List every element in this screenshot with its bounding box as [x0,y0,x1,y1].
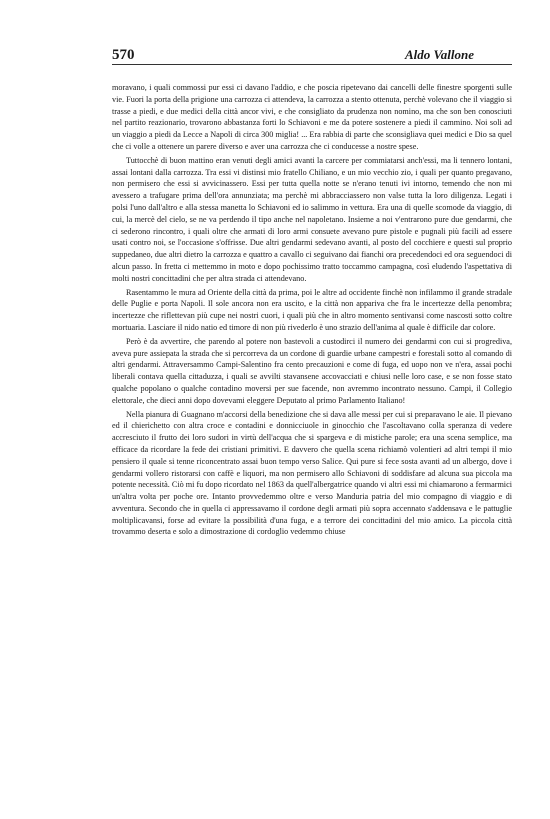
paragraph-4: Però è da avvertire, che parendo al potere non bastevoli a custodirci il numero dei gendarmi con cui si progrediva, aveva pure assiepata la strada che si percorreva da un cordone di guardie urbane campestri e forestali sotto al comando di altri gendarmi. Attraversammo Campi-Salentino fra cento precauzioni e come di fuga, ed uopo non ve n'era, assai pochi liberali contava quella cittaduzza, i quali se avvilti stavansene accovacciati e chiusi nelle loro case, e se non fosse stato qualche popolano o qualche contadino moversi per sue facende, non avremmo incontrato nessuno. Campi, il Collegio elettorale, che dieci anni dopo dovevami eleggere Deputato al primo Parlamento Italiano! [112,336,512,405]
body-text [112,82,512,540]
page-number: 570 [112,46,135,63]
running-head: Aldo Vallone [405,47,474,62]
paragraph-2: Tuttocchè di buon mattino eran venuti degli amici avanti la carcere per commiatarsi anch'essi, ma li tennero lontani, assai lontani dalla carrozza. Tra essi vi distinsi mio fratello Chiliano, e un mio vecchio zio, i quali per quanto pregavano, non permisero che essi si avvicinassero. Essi per tutta quella notte se n'erano tenuti ivi intorno, temendo che non mi avessero a trafugare prima dell'ora annunziata; ma perchè mi abbracciassero non valse tutta la loro diligenza. Legati i polsi l'uno dall'altro e alla stessa manetta lo Schiavoni ed io salimmo in vettura. Era una di quelle scomode da viaggio, di cui, la mercè del cielo, se ne va perdendo il tipo anche nel napoletano. Insieme a noi v'entrarono pure due gendarmi, che ci sederono rincontro, i quali oltre che armati di loro armi consuete avevano pure pistole e pugnali più facili ad essere usati contro noi, se l'occasione s'offrisse. Due altri gendarmi sedevano avanti, al posto del cocchiere e questi sul proprio suppedaneo, due altri dietro la carrozza e quattro a cavallo ci seguivano dai fianchi ora precedendoci ed ora seguendoci di alcun passo. In fretta ci mettemmo in moto e dopo pochissimo tratto toccammo campagna, così eludendo l'aspettativa di molti nostri concittadini che per altra strada ci attendevano. [112,155,512,283]
paragraph-1: moravano, i quali commossi pur essi ci davano l'addio, e che poscia ripetevano dai cancelli delle finestre sporgenti sulle vie. Fuori la porta della prigione una carrozza ci attendeva, la carrozza a stento ottenuta, perchè volevano che il viaggio si trasse a piedi, e due medici della città ancor vivi, e che consigliato da prudenza non nomino, ma che son ben conosciuti nel partito reazionario, trovarono abbastanza forti lo Schiavoni e me da potere sostenere a piedi il cammino. Noi soli ad un viaggio a piedi da Lecce a Napoli di circa 300 miglia! ... Era rabbia di parte che sconsigliava quei medici e Dio sa quel che ci volle a ottenere un parere diverso e aver una carrozza che ci conducesse a nostre spese. [112,83,512,151]
paragraph-5: Nella pianura di Guagnano m'accorsi della benedizione che si dava alle messi per cui si preparavano le aie. Il pievano ed il chierichetto con altra croce e contadini e donnicciuole in ginocchio che l'ascoltavano colla speranza di vedere accresciuto il frutto dei loro sudori in virtù dell'acqua che si spargeva e di mistiche parole; era una scena semplice, ma efficace da ricordare la fede dei cristiani primitivi. E davvero che quella scena richiamò volentieri ad altri tempi il mio pensiero il quale si tenne riconcentrato assai buon tempo verso Salice. Qui pure si fece sosta avanti ad un albergo, dove i gendarmi vollero ristorarsi con caffè e liquori, ma non permisero allo Schiavoni di soddisfare ad alcuna sua piccola ma potente necessità. Ciò mi fu dopo ricordato nel 1863 da quell'albergatrice quando vi altri essi mi chiamarono a fermarmici un'altra volta per poche ore. Intanto provvedemmo oltre e verso Manduria patria del mio compagno di viaggio e di avventura. Secondo che in quella ci appressavamo il cordone degli armati più sopra accennato s'addensava e le pattuglie moltiplicavansi, forse ad evitare la possibilità d'una fuga, e a terrore dei concittadini del mio amico. La piccola città trovammo deserta e solo a dimostrazione di cordoglio vedemmo chiuse [112,409,512,537]
page-header [112,46,512,65]
paragraph-3: Rasentammo le mura ad Oriente della città da prima, poi le altre ad occidente finchè non infilammo il grande stradale delle Puglie e porta Napoli. Il sole ancora non era uscito, e la città non appariva che fra le incertezze della penombra; incertezze che riflettevan più cupe nei nostri cuori, i quali più che in altro momento sentivansi come nascosti sotto coltre mortuaria. Lasciare il nido natio ed timore di non più rivederlo è uno strazio dell'anima al quale è difficile dar colore. [112,287,512,332]
